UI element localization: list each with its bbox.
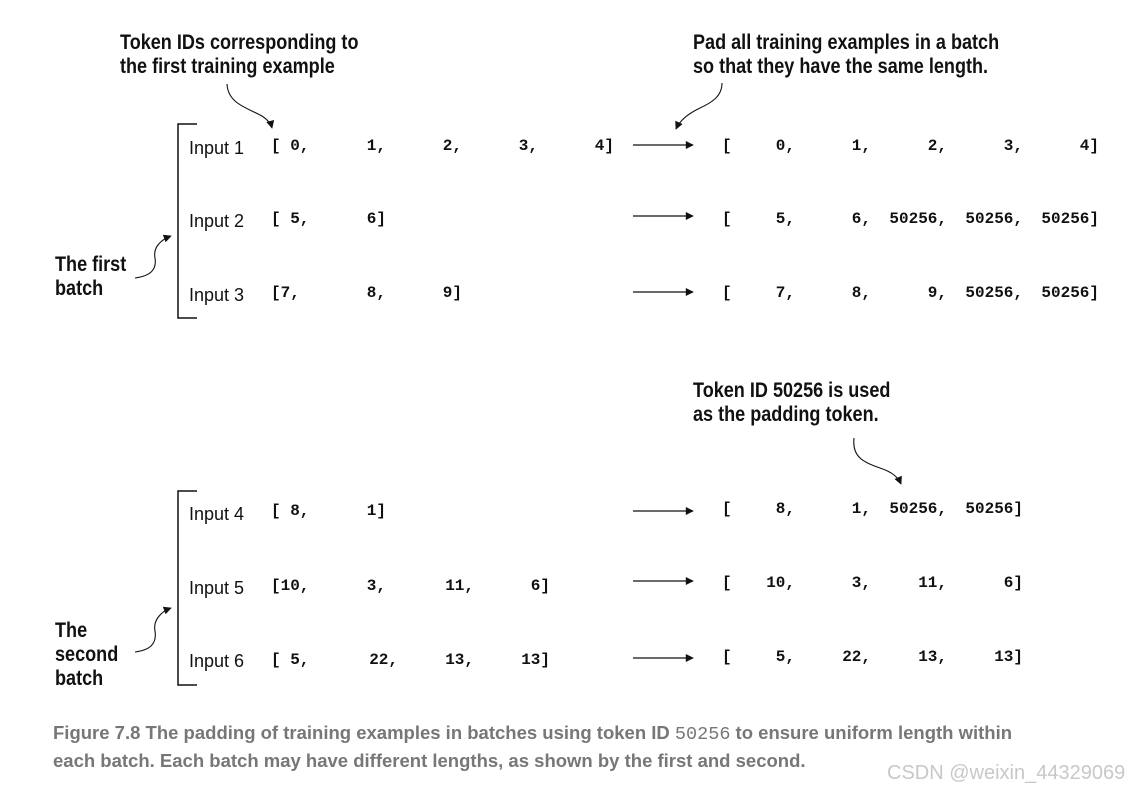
- padded-token: 5,: [775, 210, 795, 228]
- callout-pad-line2: so that they have the same length.: [693, 55, 989, 78]
- first-batch-label-line1: The first: [55, 253, 127, 276]
- callout-pad-leader: [676, 83, 722, 129]
- input-label: Input 3: [189, 285, 245, 305]
- second-batch-leader: [135, 608, 171, 652]
- input-token: 4]: [594, 137, 614, 155]
- callout-token-ids-line2: the first training example: [120, 55, 335, 78]
- padded-token: [: [722, 648, 732, 666]
- input-token: 6]: [530, 577, 550, 595]
- caption-line1-suffix: to ensure uniform length within: [730, 722, 1013, 743]
- input-token: [7,: [271, 284, 300, 302]
- caption-line1-prefix: Figure 7.8 The padding of training examples in batches using token ID: [53, 722, 675, 743]
- padded-token: 6,: [851, 210, 871, 228]
- input-token: [ 5,: [271, 651, 310, 669]
- padded-token: [: [722, 500, 732, 518]
- input-token: 2,: [442, 137, 462, 155]
- padded-token: 1,: [851, 500, 871, 518]
- input-token: 11,: [445, 577, 474, 595]
- caption-line2: each batch. Each batch may have different lengths, as shown by the first and second.: [53, 750, 806, 771]
- padded-token: 11,: [918, 574, 947, 592]
- padded-token: [: [722, 210, 732, 228]
- callout-token-ids-line1: Token IDs corresponding to: [120, 31, 359, 54]
- padded-token: 50256]: [1041, 210, 1099, 228]
- input-token: 13]: [521, 651, 550, 669]
- input-token: [ 5,: [271, 210, 310, 228]
- padded-token: 0,: [775, 137, 795, 155]
- input-token: 3,: [518, 137, 538, 155]
- padded-token: 50256]: [965, 500, 1023, 518]
- padded-token: [: [722, 574, 732, 592]
- input-token: 6]: [366, 210, 386, 228]
- padded-token: 7,: [775, 284, 795, 302]
- padded-token: 22,: [842, 648, 871, 666]
- padded-token: 1,: [851, 137, 871, 155]
- input-token: 8,: [366, 284, 386, 302]
- caption-line1: [53, 720, 1012, 748]
- figure-caption: [53, 720, 1012, 774]
- watermark: CSDN @weixin_44329069: [887, 762, 1126, 784]
- input-token: 1]: [366, 502, 386, 520]
- input-token: [10,: [271, 577, 310, 595]
- padded-token: 50256,: [889, 500, 947, 518]
- padded-token: 8,: [775, 500, 795, 518]
- padded-token: 8,: [851, 284, 871, 302]
- padded-token: 2,: [927, 137, 947, 155]
- first-batch-bracket: [178, 124, 197, 318]
- padded-token: 13,: [918, 648, 947, 666]
- padded-token: 6]: [1003, 574, 1023, 592]
- padded-token: [: [722, 284, 732, 302]
- second-batch-label-line1: The: [55, 619, 88, 642]
- input-token: 3,: [366, 577, 386, 595]
- first-batch-label-line2: batch: [55, 277, 104, 300]
- first-batch-leader: [135, 236, 171, 278]
- input-label: Input 2: [189, 211, 245, 231]
- input-token: 13,: [445, 651, 474, 669]
- input-token: 1,: [366, 137, 386, 155]
- callout-padding-token-line2: as the padding token.: [693, 403, 879, 426]
- padded-token: 50256,: [965, 210, 1023, 228]
- padded-token: 50256,: [889, 210, 947, 228]
- input-token: 22,: [369, 651, 398, 669]
- input-token: [ 8,: [271, 502, 310, 520]
- input-label: Input 5: [189, 578, 245, 598]
- second-batch-bracket: [178, 491, 197, 685]
- input-label: Input 6: [189, 651, 245, 671]
- input-label: Input 1: [189, 138, 245, 158]
- padded-token: 3,: [851, 574, 871, 592]
- padded-token: 50256,: [965, 284, 1023, 302]
- second-batch-label-line2: second: [55, 643, 119, 666]
- input-label: Input 4: [189, 504, 245, 524]
- padded-token: 13]: [994, 648, 1023, 666]
- padded-token: [: [722, 137, 732, 155]
- callout-token-ids-leader: [227, 84, 272, 128]
- padded-token: 3,: [1003, 137, 1023, 155]
- callout-padding-token-line1: Token ID 50256 is used: [693, 379, 891, 402]
- padded-token: 5,: [775, 648, 795, 666]
- padded-token: 4]: [1079, 137, 1099, 155]
- padded-token: 9,: [927, 284, 947, 302]
- input-token: [ 0,: [271, 137, 310, 155]
- padded-token: 10,: [766, 574, 795, 592]
- callout-padding-token-leader: [854, 438, 901, 484]
- padded-token: 50256]: [1041, 284, 1099, 302]
- callout-pad-line1: Pad all training examples in a batch: [693, 31, 1000, 54]
- caption-line1-code: 50256: [674, 724, 731, 745]
- input-token: 9]: [442, 284, 462, 302]
- second-batch-label-line3: batch: [55, 667, 104, 690]
